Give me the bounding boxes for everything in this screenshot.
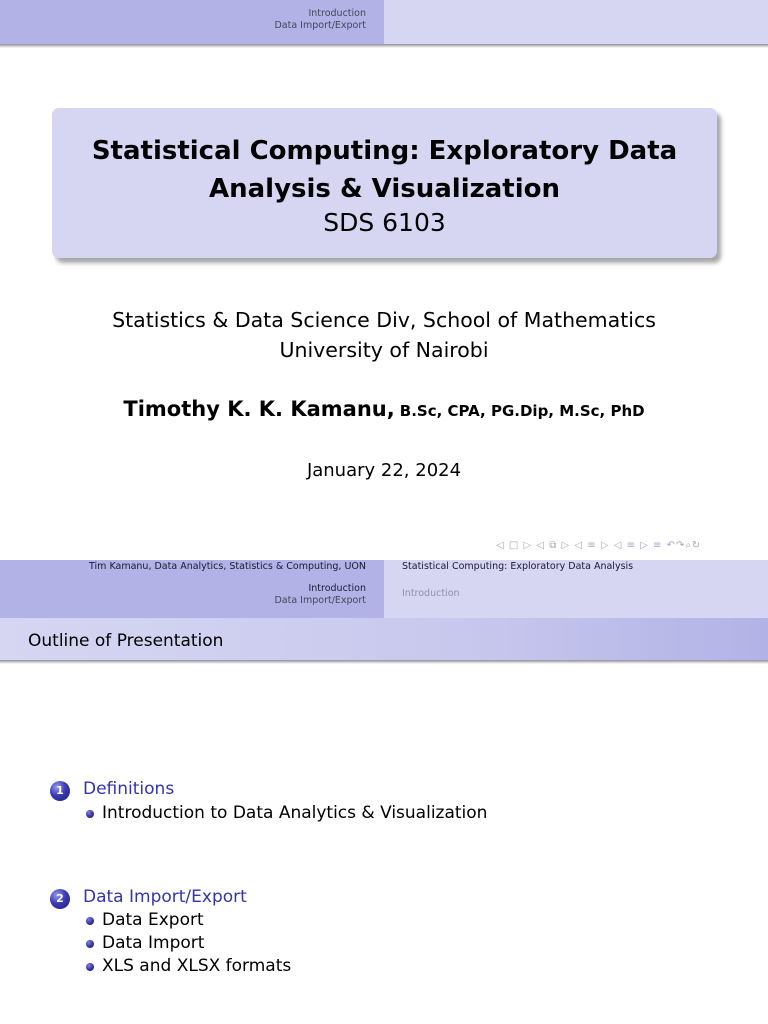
headline-right-panel bbox=[384, 577, 768, 618]
bullet-icon bbox=[86, 940, 94, 948]
footline bbox=[0, 560, 768, 577]
list-item-label: Introduction to Data Analytics & Visualization bbox=[102, 803, 488, 823]
institute-line-1: Statistics & Data Science Div, School of Mathematics bbox=[112, 308, 656, 332]
frame-title-shadow bbox=[0, 660, 768, 664]
presentation-date: January 22, 2024 bbox=[306, 460, 462, 481]
presentation-title: Statistical Computing: Exploratory Data Analysis & Visualization bbox=[91, 136, 678, 204]
frame-title-bar bbox=[0, 618, 768, 660]
bullet-icon bbox=[86, 810, 94, 818]
author bbox=[0, 397, 768, 421]
title-block bbox=[52, 108, 717, 258]
author-degrees: B.Sc, CPA, PG.Dip, M.Sc, PhD bbox=[399, 402, 645, 420]
headline-subsection-introduction[interactable]: Introduction bbox=[402, 588, 460, 599]
bullet-icon bbox=[86, 963, 94, 971]
headline-section-introduction[interactable]: Introduction bbox=[308, 583, 366, 594]
headline-shadow bbox=[0, 44, 768, 48]
second-headline bbox=[0, 577, 768, 618]
section-number-ball: 1 bbox=[50, 781, 70, 801]
section-title-data-import-export[interactable]: Data Import/Export bbox=[83, 887, 247, 907]
headline-right-panel bbox=[384, 0, 768, 44]
course-code: SDS 6103 bbox=[323, 208, 446, 237]
headline-section-introduction[interactable]: Introduction bbox=[308, 8, 366, 19]
footline-left bbox=[0, 560, 384, 577]
list-item-label: XLS and XLSX formats bbox=[102, 956, 292, 976]
beamer-navigation-icons[interactable]: ◁ □ ▷ ◁ ⧉ ▷ ◁ ≡ ▷ ◁ ≡ ▷ ≡ ↶↷⌕↻ bbox=[496, 540, 702, 551]
headline-section-data-import-export[interactable]: Data Import/Export bbox=[274, 595, 366, 606]
headline-left-panel bbox=[0, 577, 384, 618]
institute-line-2: University of Nairobi bbox=[279, 338, 489, 362]
frame-title: Outline of Presentation bbox=[28, 631, 224, 651]
top-headline bbox=[0, 0, 768, 44]
footline-right bbox=[384, 560, 768, 577]
author-name: Timothy K. K. Kamanu, bbox=[123, 397, 395, 421]
section-title-definitions[interactable]: Definitions bbox=[83, 779, 175, 799]
section-number-ball: 2 bbox=[50, 889, 70, 909]
list-item-label: Data Import bbox=[102, 933, 205, 953]
list-item-label: Data Export bbox=[102, 910, 204, 930]
institute bbox=[0, 305, 768, 365]
footline-author-text: Tim Kamanu, Data Analytics, Statistics & Computing, UON bbox=[89, 561, 366, 572]
bullet-icon bbox=[86, 917, 94, 925]
footline-title-text: Statistical Computing: Exploratory Data Analysis bbox=[402, 561, 634, 572]
headline-left-panel bbox=[0, 0, 384, 44]
headline-section-data-import-export[interactable]: Data Import/Export bbox=[274, 20, 366, 31]
